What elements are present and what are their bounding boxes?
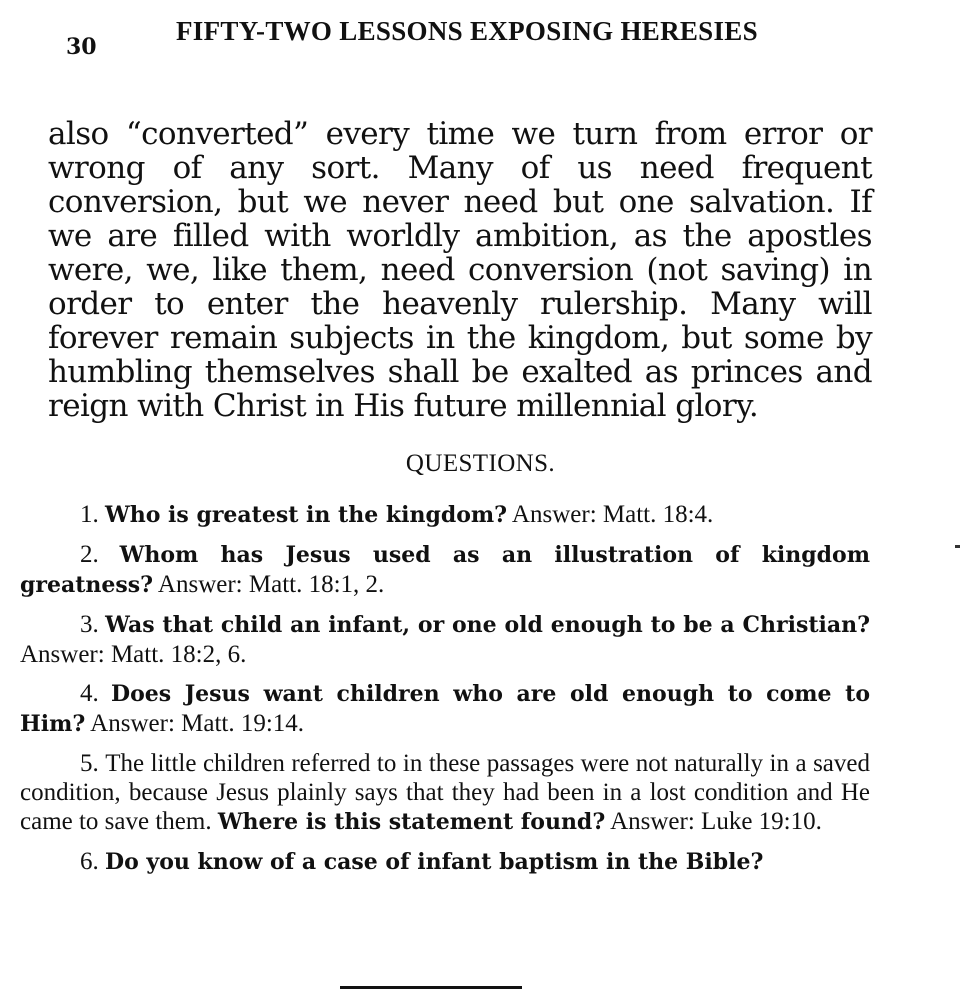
question-number: 2. <box>80 541 99 568</box>
question-item <box>20 749 870 837</box>
page-header <box>0 14 961 58</box>
question-number: 4. <box>80 680 99 707</box>
question-answer: Answer: Matt. 18:4. <box>507 501 714 528</box>
question-item <box>20 847 870 877</box>
question-answer: Answer: Matt. 18:2, 6. <box>20 641 247 668</box>
body-paragraph: also “converted” every time we turn from error or wrong of any sort. Many of us need frequent conversion, but we never need but one salvation. If we are filled with worldly ambition, as the apostles were, we, like them, need conversion (not saving) in order to enter the heavenly rulership. Many will forever remain subjects in the kingdom, but some by humbling themselves shall be exalted as princes and reign with Christ in His future millennial glory. <box>48 116 872 424</box>
question-item <box>20 540 870 600</box>
question-text: Was that child an infant, or one old enough to be a Christian? <box>105 612 871 638</box>
question-text: Who is greatest in the kingdom? <box>105 502 508 528</box>
questions-heading: QUESTIONS. <box>405 450 556 477</box>
question-item <box>20 610 870 669</box>
question-item <box>20 500 870 530</box>
question-text: Whom has Jesus used as an illustration of kingdom greatness? <box>20 542 871 598</box>
question-answer: Answer: Luke 19:10. <box>605 808 822 835</box>
question-number: 3. <box>80 611 99 638</box>
running-title: FIFTY-TWO LESSONS EXPOSING HERESIES <box>176 16 758 46</box>
question-text: Do you know of a case of infant baptism in the Bible? <box>105 849 764 875</box>
question-item <box>20 679 870 739</box>
question-number: 6. <box>80 848 99 875</box>
section-divider <box>340 986 522 989</box>
question-text: Where is this statement found? <box>217 809 606 835</box>
question-lead: The little children referred to in these passages were not naturally in a saved condition, because Jesus plainly says that they had been in a lost condition and He came to save them. <box>20 750 870 835</box>
question-answer: Answer: Matt. 18:1, 2. <box>153 571 385 598</box>
question-number: 1. <box>80 501 99 528</box>
questions-list <box>20 500 870 887</box>
question-number: 5. <box>80 750 99 777</box>
question-text: Does Jesus want children who are old enough to come to Him? <box>20 681 870 737</box>
question-answer: Answer: Matt. 19:14. <box>85 710 305 737</box>
margin-mark <box>955 545 960 548</box>
page-number: 30 <box>66 34 97 60</box>
